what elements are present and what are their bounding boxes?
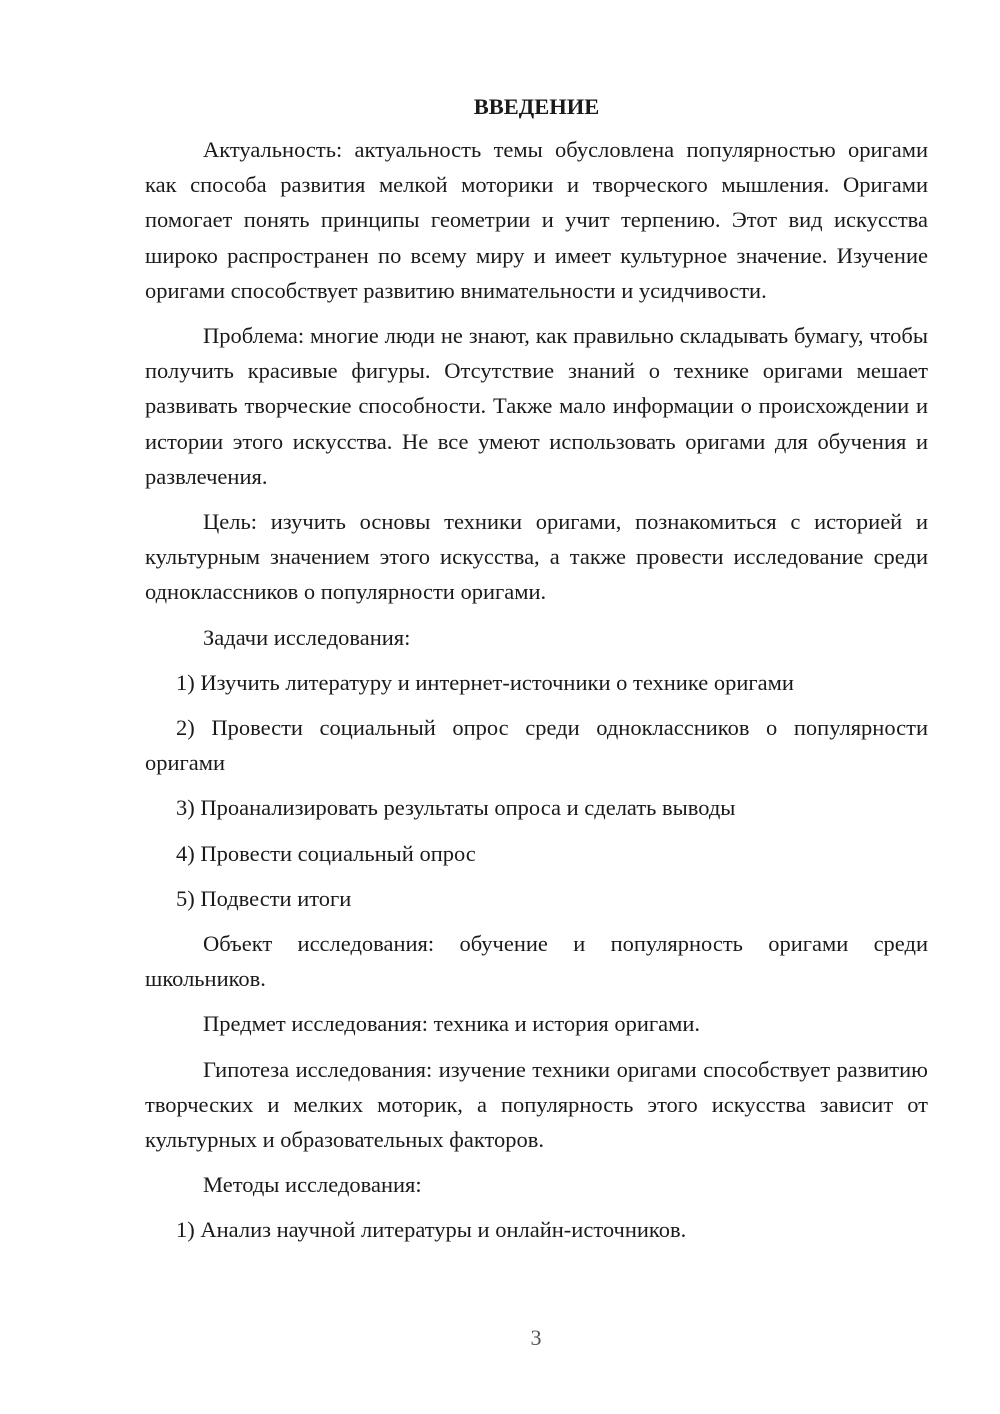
page-number: 3 [530,1325,542,1350]
document-page [145,92,928,1258]
paragraph-subject: Предмет исследования: техника и история оригами. [203,1011,701,1037]
page-title: ВВЕДЕНИЕ [473,94,600,119]
task-item-4: 4) Провести социальный опрос [176,840,476,866]
task-item-5: 5) Подвести итоги [176,885,352,911]
paragraph-problem: Проблема: многие люди не знают, как правильно складывать бумагу, чтобы получить красивые фигуры. Отсутствие знаний о технике оригами мешает развивать творческие способности. Также мало информации о происхождении и истории этого искусства. Не все умеют использовать оригами для обучения и развлечения. [145,323,928,489]
paragraph-object: Объект исследования: обучение и популярность оригами среди школьников. [145,931,928,992]
paragraph-hypothesis: Гипотеза исследования: изучение техники оригами способствует развитию творческих и мелких моторик, а популярность этого искусства зависит от культурных и образовательных факторов. [145,1056,928,1153]
tasks-label: Задачи исследования: [203,624,411,650]
paragraph-relevance: Актуальность: актуальность темы обусловлена популярностью оригами как способа развития мелкой моторики и творческого мышления. Оригами помогает понять принципы геометрии и учит терпению. Этот вид искусства широко распространен по всему миру и имеет культурное значение. Изучение оригами способствует развитию внимательности и усидчивости. [145,137,928,303]
task-item-3: 3) Проанализировать результаты опроса и сделать выводы [176,795,736,821]
task-item-2: 2) Провести социальный опрос среди одноклассников о популярности оригами [145,715,928,776]
method-item-1: 1) Анализ научной литературы и онлайн-источников. [176,1217,687,1243]
paragraph-goal: Цель: изучить основы техники оригами, познакомиться с историей и культурным значением этого искусства, а также провести исследование среди одноклассников о популярности оригами. [145,509,928,605]
methods-label: Методы исследования: [203,1172,422,1198]
task-item-1: 1) Изучить литературу и интернет-источники о технике оригами [176,669,794,695]
